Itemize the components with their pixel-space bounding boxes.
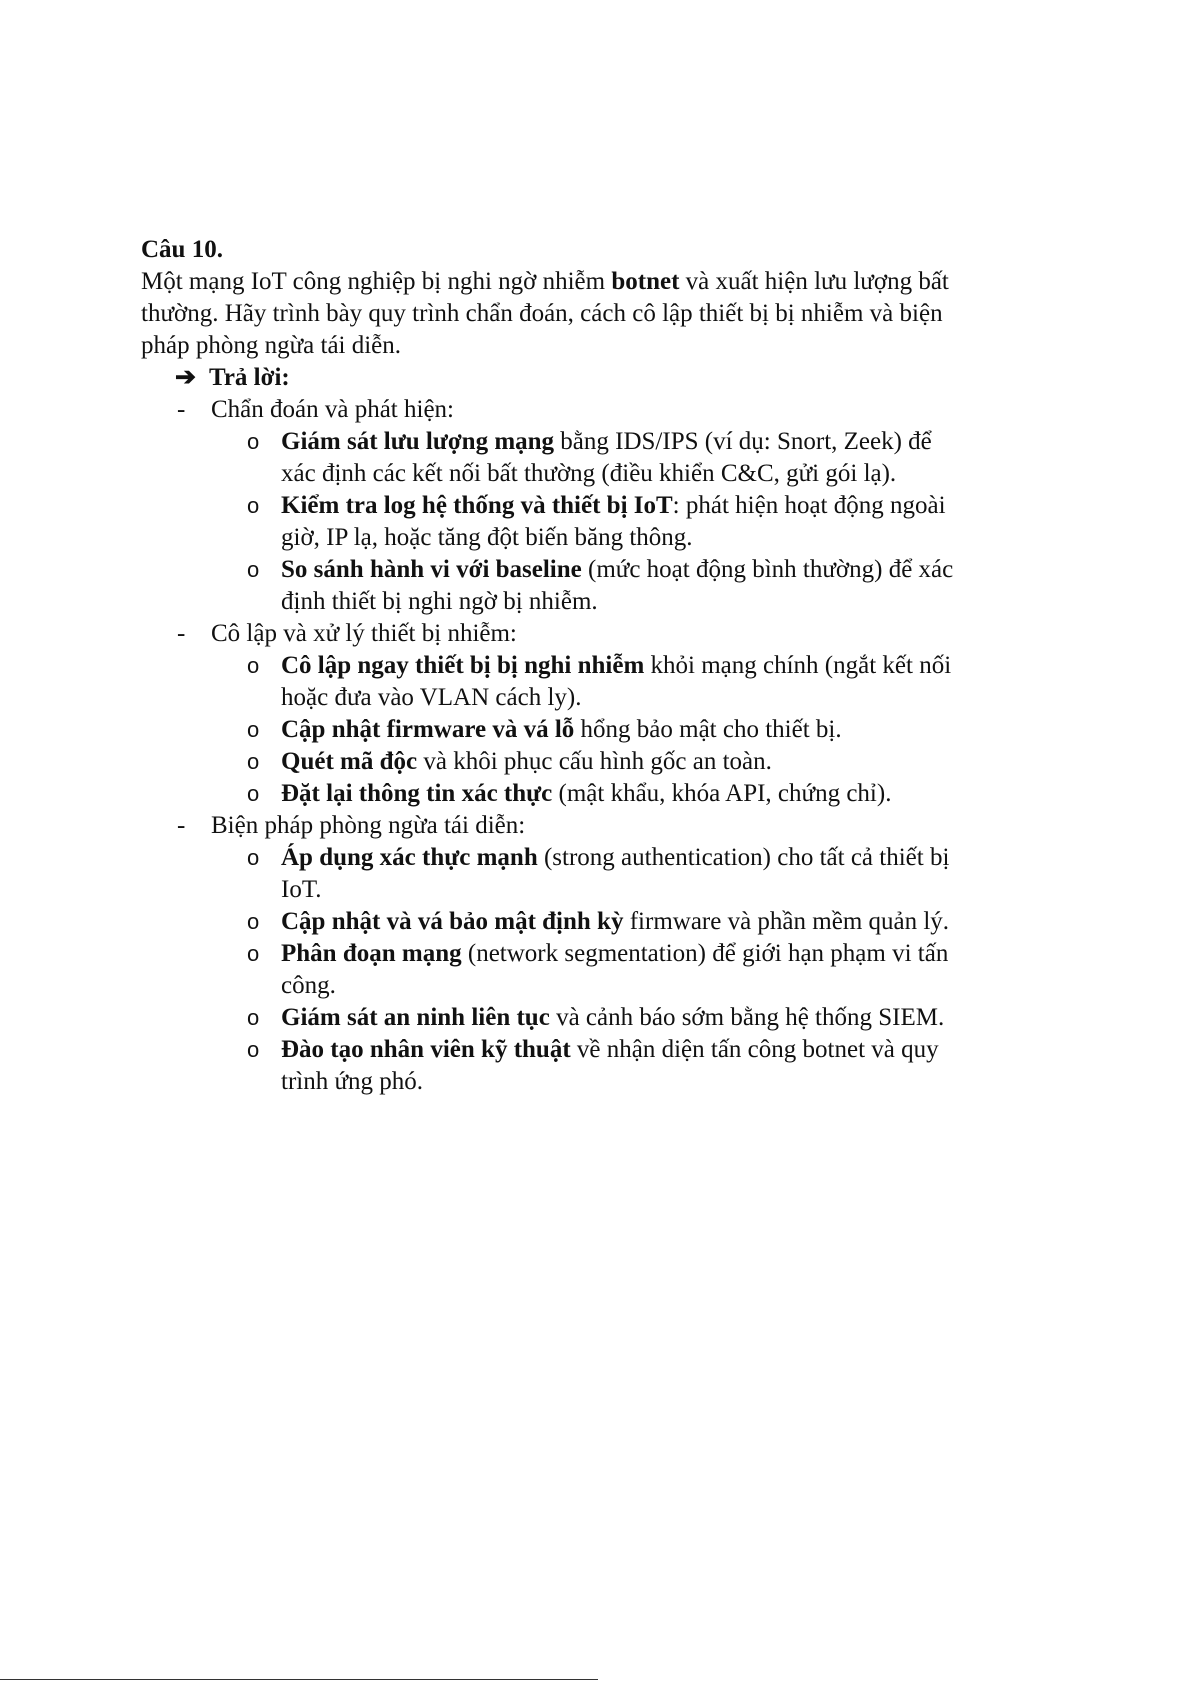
section-heading — [141, 394, 1061, 426]
list-item — [141, 906, 967, 938]
list-item-text: hổng bảo mật cho thiết bị. — [574, 716, 842, 743]
list-item — [141, 778, 967, 810]
dash-bullet: - — [177, 396, 186, 423]
list-item-text: bằng IDS/IPS (ví dụ: Snort, Zeek) để xác định các kết nối bất thường (điều khiển C&C, gửi gói lạ). — [281, 428, 932, 487]
list-item-text: (network segmentation) để giới hạn phạm vi tấn công. — [281, 940, 949, 999]
list-item — [141, 1002, 967, 1034]
section-isolation — [141, 618, 1061, 810]
section-heading-text: Biện pháp phòng ngừa tái diễn: — [211, 812, 526, 839]
list-item — [141, 842, 967, 906]
section-prevention — [141, 810, 1061, 1098]
section-heading — [141, 618, 1061, 650]
circle-bullet: o — [247, 941, 260, 966]
list-item — [141, 714, 967, 746]
answer-label-text: Trả lời: — [209, 364, 290, 391]
section-heading-text: Chẩn đoán và phát hiện: — [211, 396, 454, 423]
question-text-bold: botnet — [611, 268, 680, 295]
question-text-part1: Một mạng IoT công nghiệp bị nghi ngờ nhiễm — [141, 268, 612, 295]
list-item — [141, 490, 967, 554]
arrow-right-icon: ➔ — [175, 364, 196, 391]
list-item-text: (mật khẩu, khóa API, chứng chỉ). — [552, 780, 892, 807]
list-item — [141, 650, 967, 714]
document-page — [141, 234, 1061, 1098]
circle-bullet: o — [247, 557, 260, 582]
list-item-text: về nhận diện tấn công botnet và quy trình ứng phó. — [281, 1036, 939, 1095]
list-item-bold: Cập nhật và vá bảo mật định kỳ — [281, 908, 624, 935]
circle-bullet: o — [247, 1005, 260, 1030]
question-text — [141, 266, 971, 362]
list-item-bold: Đặt lại thông tin xác thực — [281, 780, 553, 807]
dash-bullet: - — [177, 812, 186, 839]
section-heading — [141, 810, 1061, 842]
section-diagnosis — [141, 394, 1061, 618]
question-text-part2: và xuất hiện lưu lượng bất thường. Hãy trình bày quy trình chẩn đoán, cách cô lập thiết bị bị nhiễm và biện pháp phòng ngừa tái diễn. — [141, 268, 949, 359]
list-item-bold: Cập nhật firmware và vá lỗ — [281, 716, 575, 743]
circle-bullet: o — [247, 717, 260, 742]
section-heading-text: Cô lập và xử lý thiết bị nhiễm: — [211, 620, 517, 647]
answer-label — [141, 362, 1061, 394]
circle-bullet: o — [247, 429, 260, 454]
list-item-text: khỏi mạng chính (ngắt kết nối hoặc đưa vào VLAN cách ly). — [281, 652, 952, 711]
list-item-bold: Phân đoạn mạng — [281, 940, 462, 967]
list-item-bold: So sánh hành vi với baseline — [281, 556, 582, 583]
circle-bullet: o — [247, 653, 260, 678]
sub-list — [141, 842, 1061, 1098]
list-item-text: và khôi phục cấu hình gốc an toàn. — [417, 748, 772, 775]
circle-bullet: o — [247, 845, 260, 870]
list-item-bold: Giám sát an ninh liên tục — [281, 1004, 550, 1031]
sub-list — [141, 650, 1061, 810]
list-item — [141, 1034, 967, 1098]
list-item — [141, 746, 967, 778]
list-item-bold: Kiểm tra log hệ thống và thiết bị IoT — [281, 492, 673, 519]
list-item — [141, 554, 967, 618]
list-item-text: : phát hiện hoạt động ngoài giờ, IP lạ, hoặc tăng đột biến băng thông. — [281, 492, 946, 551]
circle-bullet: o — [247, 493, 260, 518]
list-item-bold: Cô lập ngay thiết bị bị nghi nhiễm — [281, 652, 645, 679]
circle-bullet: o — [247, 1037, 260, 1062]
list-item-text: và cảnh báo sớm bằng hệ thống SIEM. — [549, 1004, 945, 1031]
list-item — [141, 938, 967, 1002]
circle-bullet: o — [247, 749, 260, 774]
list-item — [141, 426, 967, 490]
circle-bullet: o — [247, 909, 260, 934]
circle-bullet: o — [247, 781, 260, 806]
list-item-bold: Áp dụng xác thực mạnh — [281, 844, 538, 871]
dash-bullet: - — [177, 620, 186, 647]
footnote-separator — [0, 1679, 598, 1680]
list-item-bold: Giám sát lưu lượng mạng — [281, 428, 555, 455]
list-item-text: (strong authentication) cho tất cả thiết bị IoT. — [281, 844, 950, 903]
list-item-bold: Quét mã độc — [281, 748, 418, 775]
answer-sections — [141, 394, 1061, 1098]
question-title: Câu 10. — [141, 236, 223, 263]
list-item-bold: Đào tạo nhân viên kỹ thuật — [281, 1036, 571, 1063]
sub-list — [141, 426, 1061, 618]
list-item-text: firmware và phần mềm quản lý. — [623, 908, 950, 935]
list-item-text: (mức hoạt động bình thường) để xác định thiết bị nghi ngờ bị nhiễm. — [281, 556, 954, 615]
